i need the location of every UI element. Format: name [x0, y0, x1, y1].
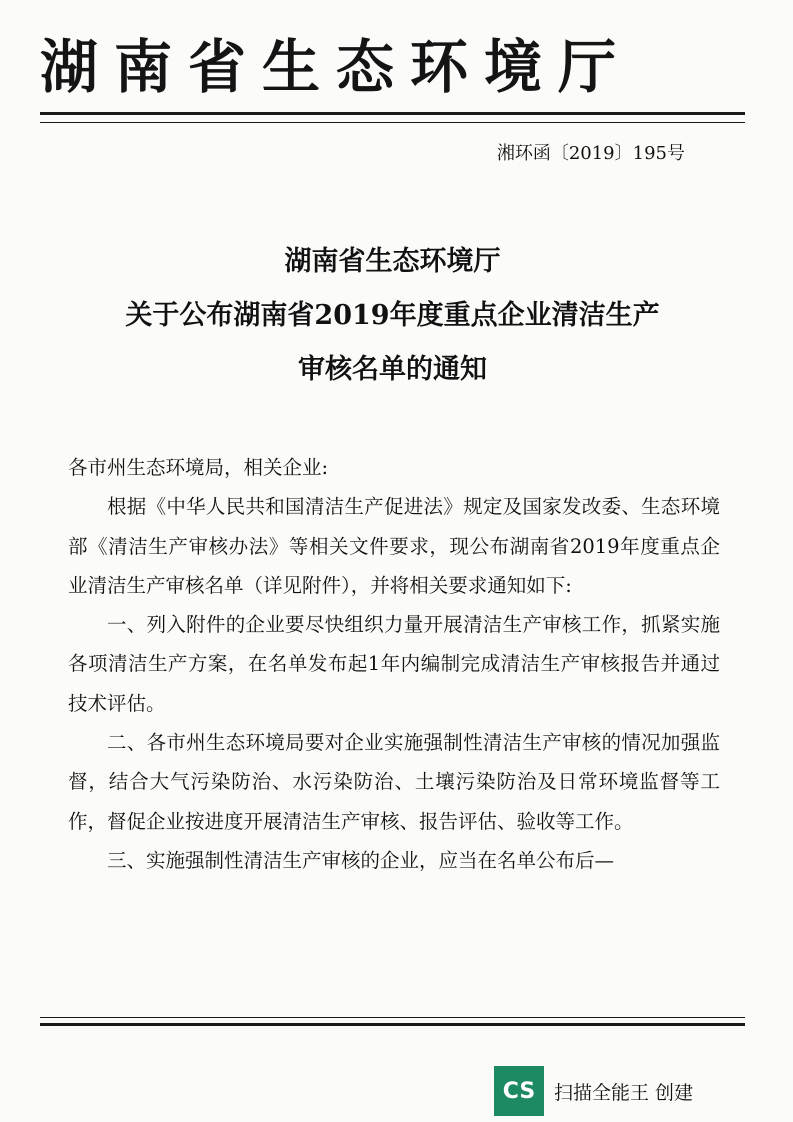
- agency-header: 湖南省生态环境厅: [40, 33, 633, 101]
- footer-rule-thin: [40, 1017, 745, 1018]
- notice-body: [68, 448, 720, 880]
- paragraph-item-1: 一、列入附件的企业要尽快组织力量开展清洁生产审核工作，抓紧实施各项清洁生产方案，在名单发布起1年内编制完成清洁生产审核报告并通过技术评估。: [68, 613, 720, 715]
- paragraph-intro: 根据《中华人民共和国清洁生产促进法》规定及国家发改委、生态环境部《清洁生产审核办法》等相关文件要求，现公布湖南省2019年度重点企业清洁生产审核名单（详见附件），并将相关要求通知如下:: [68, 495, 720, 597]
- paragraph-item-2: 二、各市州生态环境局要对企业实施强制性清洁生产审核的情况加强监督，结合大气污染防治、水污染防治、土壤污染防治及日常环境监督等工作，督促企业按进度开展清洁生产审核、报告评估、验收等工作。: [68, 731, 720, 833]
- header-rule-thick: [40, 112, 745, 115]
- notice-title-line-3: 审核名单的通知: [298, 354, 487, 385]
- paragraph-item-3: 三、实施强制性清洁生产审核的企业，应当在名单公布后—: [107, 848, 615, 872]
- notice-title-line-1: 湖南省生态环境厅: [284, 246, 501, 277]
- camscanner-logo: CS: [494, 1066, 544, 1116]
- document-number: 湘环函〔2019〕195号: [496, 143, 685, 164]
- header-rule-thin: [40, 122, 745, 123]
- notice-title-line-2: 关于公布湖南省2019年度重点企业清洁生产: [125, 300, 660, 331]
- footer-rule-thick: [40, 1023, 745, 1026]
- watermark-label: 扫描全能王 创建: [554, 1081, 694, 1104]
- scanner-watermark: [494, 1066, 693, 1116]
- salutation: 各市州生态环境局，相关企业:: [68, 456, 329, 479]
